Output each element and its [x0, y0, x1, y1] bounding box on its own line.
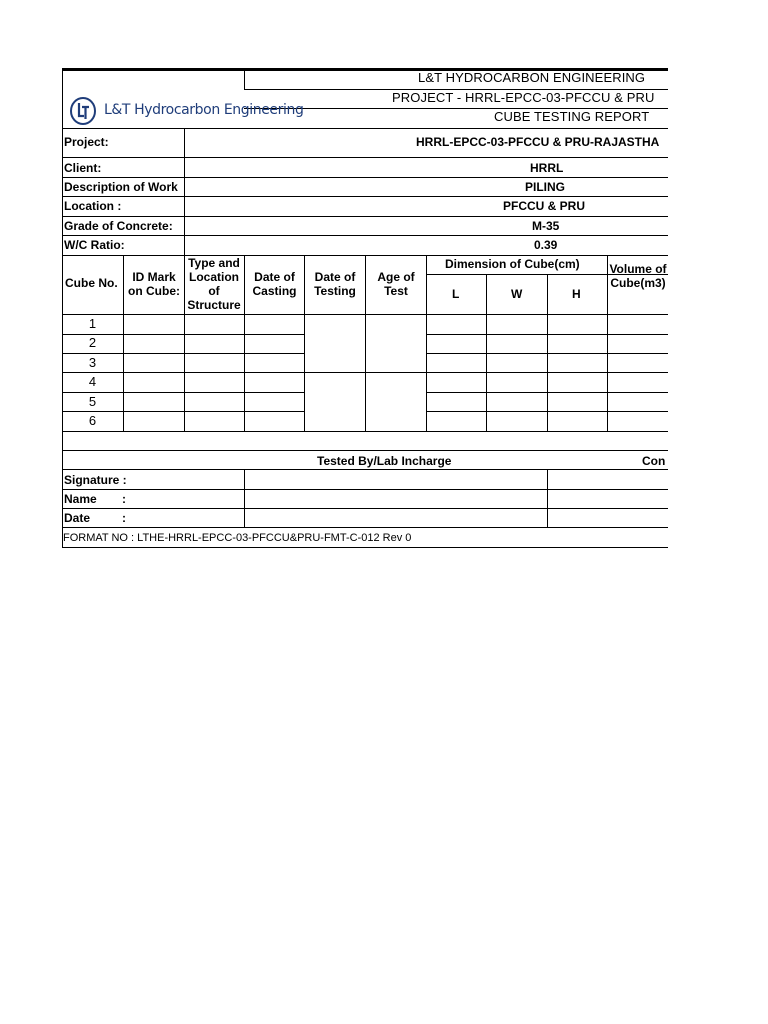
lt-logo-icon — [68, 96, 98, 126]
cube-testing-report-sheet — [62, 68, 668, 548]
cube-row-5: 5 — [88, 394, 97, 409]
volume-header: Volume of Cube(m3) — [609, 262, 667, 290]
cube-row-1: 1 — [88, 316, 97, 331]
row-rule-1a — [62, 334, 304, 335]
date-casting-header: Date of Casting — [252, 270, 297, 298]
footer-rule-4 — [62, 508, 668, 509]
company-logo — [68, 94, 304, 128]
row-rule-4b — [426, 392, 668, 393]
work-label: Description of Work — [64, 180, 178, 194]
col-line-5 — [365, 255, 366, 432]
grade-label: Grade of Concrete: — [64, 219, 173, 233]
logo-wordmark: L&T Hydrocarbon Engineering — [104, 102, 304, 118]
height-header: H — [572, 287, 581, 301]
width-header: W — [511, 287, 523, 301]
footer-rule-5 — [62, 527, 668, 528]
footer-rule-2 — [62, 469, 668, 470]
row-rule-2b — [426, 353, 668, 354]
footer-rule-1 — [62, 450, 668, 451]
header-divider — [244, 68, 245, 90]
concrete-incharge-label: Con — [642, 454, 666, 468]
footer-col-2 — [547, 469, 548, 528]
cube-row-6: 6 — [88, 413, 97, 428]
row-rule-2a — [62, 353, 304, 354]
age-header: Age of Test — [377, 270, 415, 298]
left-border — [62, 68, 63, 548]
project-title: PROJECT - HRRL-EPCC-03-PFCCU & PRU — [392, 90, 655, 105]
footer-rule-6 — [62, 547, 668, 548]
signature-label: Signature : — [64, 473, 127, 487]
info-rule-1 — [62, 157, 668, 158]
row-rule-5b — [426, 411, 668, 412]
info-rule-4 — [62, 216, 668, 217]
table-bottom — [62, 431, 668, 432]
date-testing-header: Date of Testing — [314, 270, 356, 298]
location-label: Location : — [64, 199, 122, 213]
id-mark-header: ID Mark on Cube: — [128, 270, 180, 298]
row-rule-5a — [62, 411, 304, 412]
row-rule-1b — [426, 334, 668, 335]
grade-value: M-35 — [532, 219, 560, 233]
client-label: Client: — [64, 161, 102, 175]
cube-row-3: 3 — [88, 355, 97, 370]
cube-no-header: Cube No. — [65, 276, 118, 290]
date-colon: : — [122, 511, 126, 525]
format-number: FORMAT NO : LTHE-HRRL-EPCC-03-PFCCU&PRU-FMT-C-012 Rev 0 — [63, 532, 412, 544]
work-value: PILING — [525, 180, 566, 194]
date-label: Date — [64, 511, 91, 525]
project-value: HRRL-EPCC-03-PFCCU & PRU-RAJASTHA — [416, 135, 660, 149]
col-line-6 — [426, 255, 427, 432]
row-rule-4a — [62, 392, 304, 393]
cube-row-4: 4 — [88, 374, 97, 389]
type-location-header: Type and Location of Structure — [187, 256, 241, 312]
project-label: Project: — [64, 135, 109, 149]
wc-value: 0.39 — [534, 238, 558, 252]
client-value: HRRL — [530, 161, 564, 175]
col-line-4 — [304, 255, 305, 432]
header-rule-3 — [62, 128, 668, 129]
tested-by-label: Tested By/Lab Incharge — [317, 454, 452, 468]
info-rule-2 — [62, 177, 668, 178]
row-rule-3b — [304, 372, 668, 373]
info-rule-5 — [62, 235, 668, 236]
location-value: PFCCU & PRU — [503, 199, 586, 213]
footer-rule-3 — [62, 489, 668, 490]
dimension-header: Dimension of Cube(cm) — [445, 257, 580, 271]
info-divider — [184, 128, 185, 256]
length-header: L — [452, 287, 460, 301]
wc-label: W/C Ratio: — [64, 238, 125, 252]
cube-row-2: 2 — [88, 335, 97, 350]
footer-col-1 — [244, 469, 245, 528]
name-label: Name — [64, 492, 97, 506]
info-rule-3 — [62, 196, 668, 197]
col-line-3 — [244, 255, 245, 432]
report-title: CUBE TESTING REPORT — [494, 109, 650, 124]
row-rule-3a — [62, 372, 304, 373]
name-colon: : — [122, 492, 126, 506]
company-name: L&T HYDROCARBON ENGINEERING — [418, 70, 646, 85]
